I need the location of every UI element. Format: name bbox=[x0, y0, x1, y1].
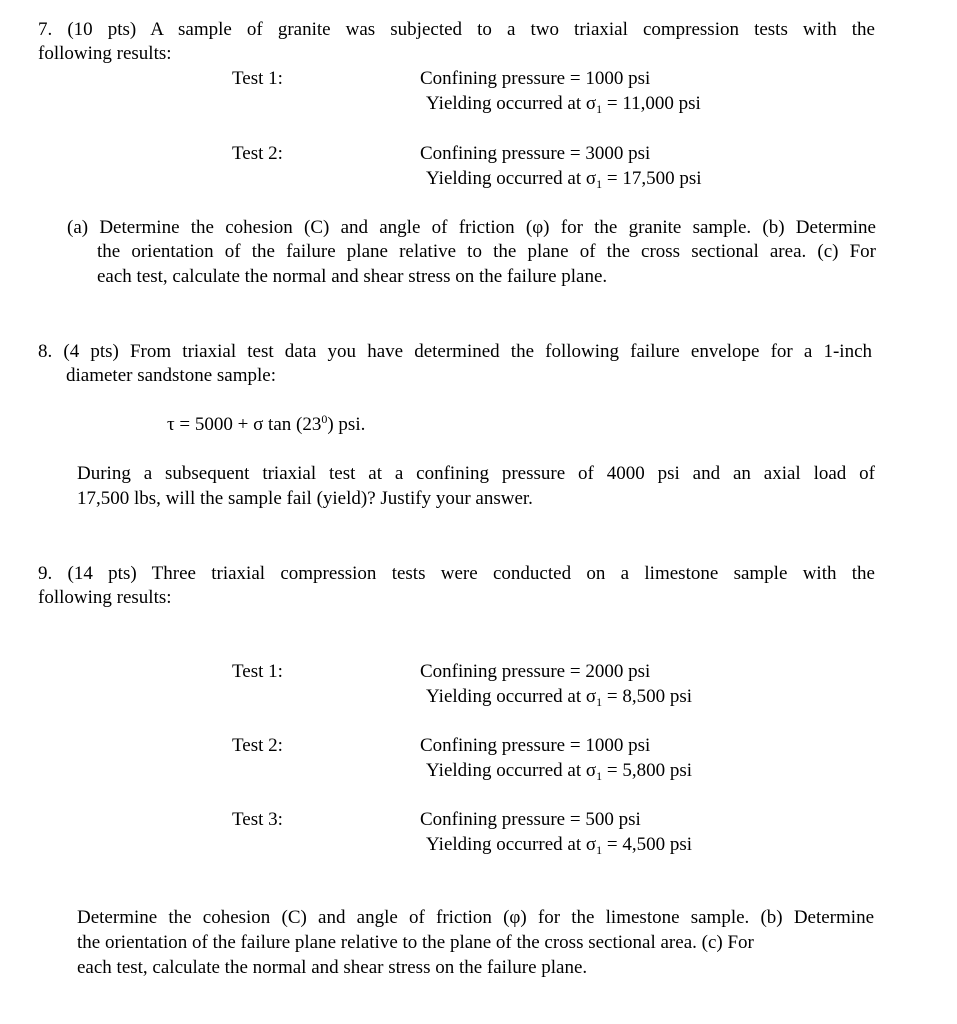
question-line: the orientation of the failure plane relative to the plane of the cross sectional area. (c) For bbox=[77, 932, 754, 953]
test-label: Test 1: bbox=[232, 68, 283, 89]
problem-7-header-cont: following results: bbox=[38, 43, 172, 64]
confining-pressure: Confining pressure = 3000 psi bbox=[420, 143, 651, 164]
problem-7-header: 7. (10 pts) A sample of granite was subjected to a two triaxial compression tests with the bbox=[38, 19, 875, 40]
test-label: Test 3: bbox=[232, 809, 283, 830]
confining-pressure: Confining pressure = 1000 psi bbox=[420, 68, 651, 89]
test-label: Test 2: bbox=[232, 143, 283, 164]
question-line: each test, calculate the normal and shear stress on the failure plane. bbox=[77, 957, 588, 978]
yield-stress: Yielding occurred at $\sigma_1 = 5,800$ psi bbox=[426, 760, 692, 783]
confining-pressure: Confining pressure = 2000 psi bbox=[420, 661, 651, 682]
confining-pressure: Confining pressure = 1000 psi bbox=[420, 735, 651, 756]
question-line: (a) Determine the cohesion (C) and angle of friction (φ) for the granite sample. (b) Determine bbox=[67, 217, 876, 238]
problem-8-header-cont: diameter sandstone sample: bbox=[66, 365, 276, 386]
yield-stress: Yielding occurred at $\sigma_1 = 11,000$ psi bbox=[426, 93, 701, 116]
test-label: Test 1: bbox=[232, 661, 283, 682]
question-line: the orientation of the failure plane relative to the plane of the cross sectional area. (c) For bbox=[97, 241, 876, 262]
question-line: each test, calculate the normal and shear stress on the failure plane. bbox=[97, 266, 608, 287]
question-line: Determine the cohesion (C) and angle of friction (φ) for the limestone sample. (b) Determine bbox=[77, 907, 874, 928]
question-line: During a subsequent triaxial test at a confining pressure of 4000 psi and an axial load of bbox=[77, 463, 875, 484]
question-line: 17,500 lbs, will the sample fail (yield)? Justify your answer. bbox=[77, 488, 533, 509]
test-label: Test 2: bbox=[232, 735, 283, 756]
problem-9-header: 9. (14 pts) Three triaxial compression tests were conducted on a limestone sample with the bbox=[38, 563, 875, 584]
yield-stress: Yielding occurred at $\sigma_1 = 17,500$ psi bbox=[426, 168, 702, 191]
confining-pressure: Confining pressure = 500 psi bbox=[420, 809, 641, 830]
problem-9-header-cont: following results: bbox=[38, 587, 172, 608]
yield-stress: Yielding occurred at $\sigma_1 = 8,500$ psi bbox=[426, 686, 692, 709]
yield-stress: Yielding occurred at $\sigma_1 = 4,500$ psi bbox=[426, 834, 692, 857]
problem-8-header: 8. (4 pts) From triaxial test data you have determined the following failure envelope for a 1-inch bbox=[38, 341, 872, 362]
failure-envelope-equation: τ = 5000 + σ $\tan (23^0)$ psi. bbox=[167, 412, 366, 435]
